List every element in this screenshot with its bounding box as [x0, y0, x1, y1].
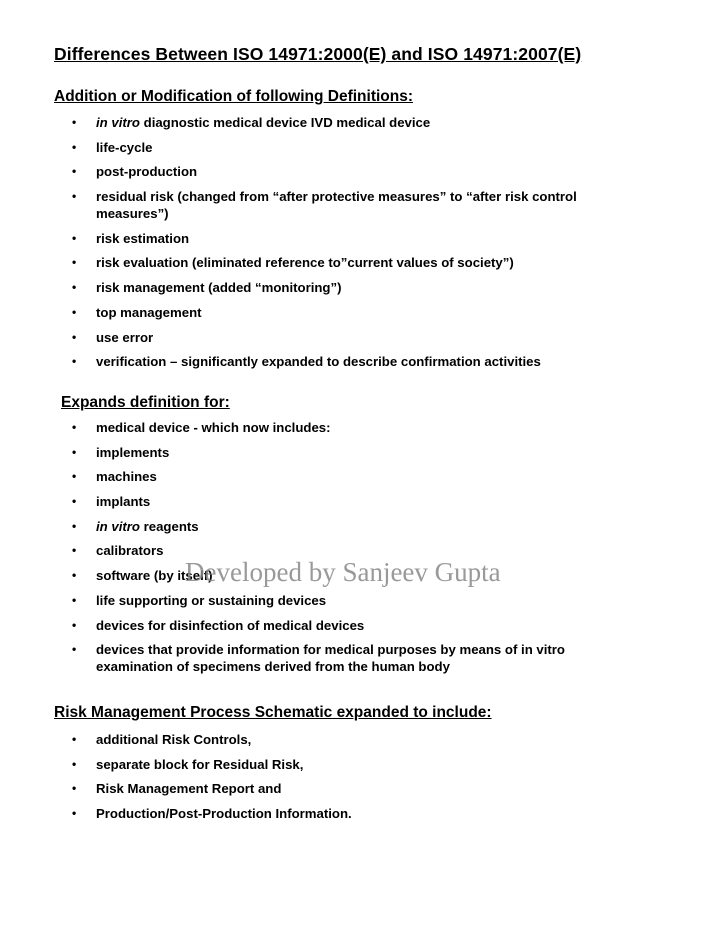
list-item-text: calibrators — [96, 543, 164, 559]
list-item-text: additional Risk Controls, — [96, 732, 252, 747]
bullet-icon: • — [72, 518, 77, 533]
bullet-icon: • — [72, 164, 77, 179]
list-item — [70, 163, 636, 180]
bullet-icon: • — [72, 354, 77, 369]
list-item — [70, 254, 636, 271]
list-item — [70, 114, 636, 131]
watermark-text: Developed by Sanjeev Gupta — [185, 557, 501, 587]
list-item-text: risk evaluation (eliminated reference to”current values of society”) — [96, 255, 514, 271]
list-item — [70, 780, 636, 797]
list-item-text: post-production — [96, 164, 198, 180]
bullet-icon: • — [72, 304, 77, 319]
list-item-text: separate block for Residual Risk, — [96, 756, 304, 772]
bullet-icon: • — [72, 806, 77, 821]
list-item — [70, 188, 636, 222]
list-item-text: Risk Management Report and — [96, 781, 282, 797]
list-item-text: implements — [96, 444, 170, 460]
list-item — [70, 279, 636, 296]
bullet-icon: • — [72, 115, 77, 129]
bullet-icon: • — [72, 469, 77, 484]
section-heading-expands: Expands definition for: — [61, 394, 230, 411]
section-heading-schematic: Risk Management Process Schematic expanded to include: — [54, 704, 492, 721]
definitions-list — [70, 114, 636, 378]
list-item-text: life supporting or sustaining devices — [96, 592, 327, 608]
list-item-text: residual risk (changed from “after protective measures” to “after risk control measures”) — [96, 189, 577, 222]
list-item-text: devices that provide information for medical purposes by means of in vitro examination of specimens derived from the human body — [96, 642, 565, 675]
bullet-icon: • — [72, 444, 77, 459]
list-item-italic: in vitro — [96, 115, 140, 130]
bullet-icon: • — [72, 756, 77, 771]
bullet-icon: • — [72, 255, 77, 270]
bullet-icon: • — [72, 543, 77, 558]
list-item — [70, 493, 636, 510]
list-item — [70, 419, 636, 436]
list-item-text: Production/Post-Production Information. — [96, 806, 352, 822]
list-item — [70, 756, 636, 773]
list-item — [70, 805, 636, 822]
list-item — [70, 329, 636, 346]
list-item — [70, 353, 636, 370]
list-item-text: machines — [96, 469, 157, 485]
list-item-text: life-cycle — [96, 139, 153, 155]
bullet-icon: • — [72, 420, 77, 434]
list-item-text: risk estimation — [96, 230, 190, 246]
section-heading-definitions: Addition or Modification of following Definitions: — [54, 88, 414, 105]
list-item — [70, 617, 636, 634]
schematic-list — [70, 731, 636, 830]
bullet-icon: • — [72, 189, 77, 204]
bullet-icon: • — [72, 642, 77, 657]
list-item-text: diagnostic medical device IVD medical device — [139, 115, 431, 130]
bullet-icon: • — [72, 781, 77, 796]
bullet-icon: • — [72, 732, 77, 746]
list-item — [70, 731, 636, 748]
list-item-text: top management — [96, 304, 202, 320]
list-item-text: risk management (added “monitoring”) — [96, 280, 342, 296]
bullet-icon: • — [72, 230, 77, 245]
bullet-icon: • — [72, 494, 77, 509]
list-item-italic: in vitro — [96, 518, 140, 534]
bullet-icon: • — [72, 592, 77, 607]
bullet-icon: • — [72, 329, 77, 344]
list-item — [70, 592, 636, 609]
list-item-text: devices for disinfection of medical devices — [96, 617, 365, 633]
bullet-icon: • — [72, 280, 77, 295]
list-item — [70, 518, 636, 535]
list-item-text: software (by itself) — [96, 568, 213, 584]
bullet-icon: • — [72, 568, 77, 583]
list-item-text: use error — [96, 329, 154, 345]
list-item-text: implants — [96, 494, 151, 510]
document-title: Differences Between ISO 14971:2000(E) and ISO 14971:2007(E) — [54, 44, 582, 64]
list-item — [70, 304, 636, 321]
list-item — [70, 444, 636, 461]
list-item — [70, 468, 636, 485]
list-item — [70, 139, 636, 156]
bullet-icon: • — [72, 617, 77, 632]
list-item — [70, 641, 636, 675]
list-item-text: reagents — [139, 518, 199, 534]
list-item-text: medical device - which now includes: — [96, 420, 331, 435]
expanded-definition-list — [70, 419, 636, 683]
list-item — [70, 230, 636, 247]
bullet-icon: • — [72, 139, 77, 154]
list-item-text: verification – significantly expanded to describe confirmation activities — [96, 354, 541, 370]
